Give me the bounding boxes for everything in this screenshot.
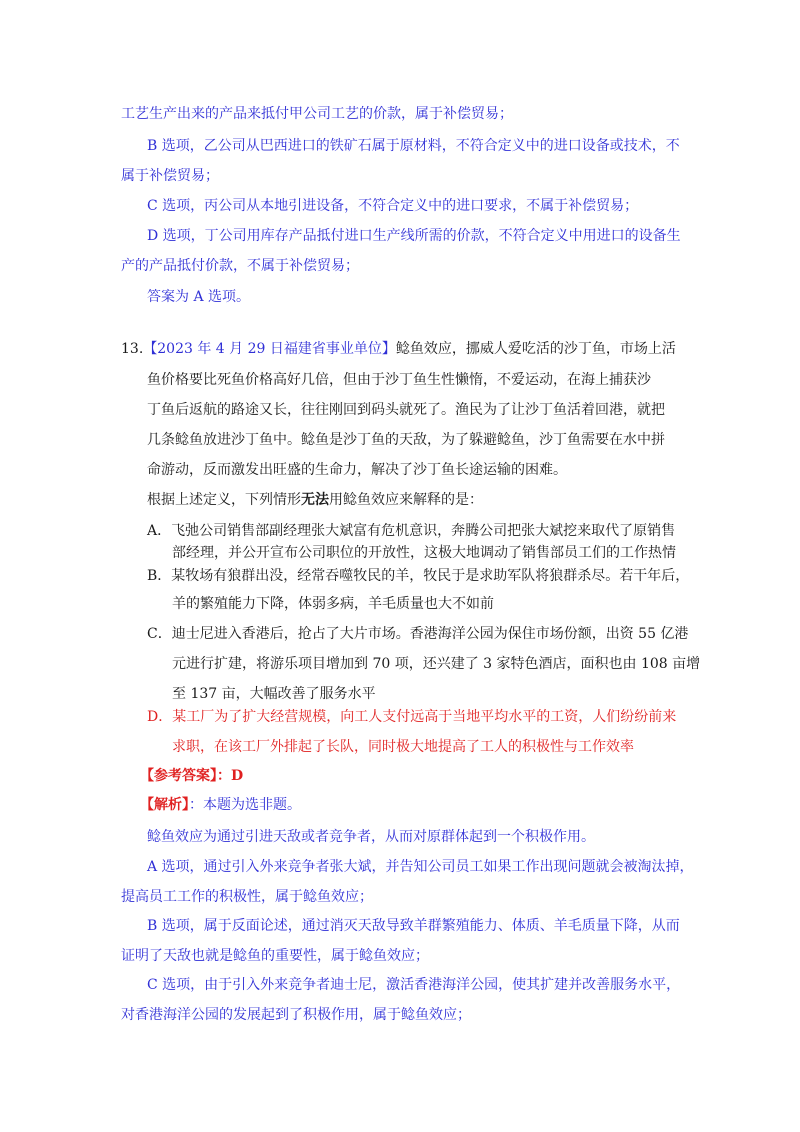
analysis-header [140,795,301,815]
answer-label: 【参考答案】 [140,768,217,784]
option-d-correct: D．某工厂为了扩大经营规模，向工人支付远高于当地平均水平的工资，人们纷纷前来 [147,709,677,725]
explanation-line: D 选项，丁公司用库存产品抵付进口生产线所需的价款，不符合定义中用进口的设备生 [147,228,681,244]
explanation-line: 产的产品抵付价款，不属于补偿贸易； [121,258,359,274]
analysis-line: 对香港海洋公园的发展起到了积极作用，属于鲶鱼效应； [121,1007,471,1023]
question-stem-line: 鱼价格要比死鱼价格高好几倍，但由于沙丁鱼生性懒惰，不爱运动，在海上捕获沙 [147,372,651,388]
question-source: 【2023 年 4 月 29 日福建省事业单位】 [143,341,396,357]
option-c-cont: 至 137 亩，大幅改善了服务水平 [172,686,376,702]
explanation-line: 工艺生产出来的产品来抵付甲公司工艺的价款，属于补偿贸易； [121,106,513,122]
reference-answer [140,766,243,786]
analysis-line: C 选项，由于引入外来竞争者迪士尼，激活香港海洋公园，使其扩建并改善服务水平， [147,977,681,993]
analysis-intro: ：本题为选非题。 [189,797,301,813]
analysis-line: B 选项，属于反面论述，通过消灭天敌导致羊群繁殖能力、体质、羊毛质量下降，从而 [147,918,680,934]
question-header [121,339,676,359]
option-a: A．飞弛公司销售部副经理张大斌富有危机意识，奔腾公司把张大斌挖来取代了原销售 [147,523,676,539]
question-stem-line: 命游动，反而激发出旺盛的生命力，解决了沙丁鱼长途运输的困难。 [147,462,567,478]
explanation-line: 属于补偿贸易； [121,168,219,184]
question-stem-line: 几条鲶鱼放进沙丁鱼中。鲶鱼是沙丁鱼的天敌，为了躲避鲶鱼，沙丁鱼需要在水中拼 [147,432,665,448]
question-prompt: 根据上述定义，下列情形无法用鲶鱼效应来解释的是： [147,492,483,508]
question-stem-line: 丁鱼后返航的路途又长，往往刚回到码头就死了。渔民为了让沙丁鱼活着回港，就把 [147,402,665,418]
answer-value: ：D [217,768,244,784]
analysis-line: 提高员工工作的积极性，属于鲶鱼效应； [121,889,373,905]
analysis-line: 鲶鱼效应为通过引进天敌或者竞争者，从而对原群体起到一个积极作用。 [147,829,595,845]
prompt-emphasis: 无法 [301,492,329,508]
analysis-line: A 选项，通过引入外来竞争者张大斌，并告知公司员工如果工作出现问题就会被淘汰掉， [147,859,694,875]
analysis-line: 证明了天敌也就是鲶鱼的重要性，属于鲶鱼效应； [121,948,429,964]
explanation-answer: 答案为 A 选项。 [147,289,251,305]
question-stem-first: 鲶鱼效应，挪威人爱吃活的沙丁鱼，市场上活 [395,341,676,357]
option-b-cont: 羊的繁殖能力下降，体弱多病，羊毛质量也大不如前 [172,596,494,612]
analysis-label: 【解析】 [140,797,189,813]
option-a-cont: 部经理，并公开宣布公司职位的开放性，这极大地调动了销售部员工们的工作热情 [172,545,676,561]
question-number: 13. [121,341,144,357]
option-b: B．某牧场有狼群出没，经常吞噬牧民的羊，牧民于是求助军队将狼群杀尽。若干年后， [147,568,690,584]
explanation-line: B 选项，乙公司从巴西进口的铁矿石属于原材料，不符合定义中的进口设备或技术，不 [147,138,680,154]
option-c-cont: 元进行扩建，将游乐项目增加到 70 项，还兴建了 3 家特色酒店，面积也由 108 亩增 [172,656,701,672]
option-c: C．迪士尼进入香港后，抢占了大片市场。香港海洋公园为保住市场份额，出资 55 亿港 [147,626,689,642]
option-d-correct-cont: 求职，在该工厂外排起了长队，同时极大地提高了工人的积极性与工作效率 [172,739,634,755]
explanation-line: C 选项，丙公司从本地引进设备，不符合定义中的进口要求，不属于补偿贸易； [147,198,639,214]
